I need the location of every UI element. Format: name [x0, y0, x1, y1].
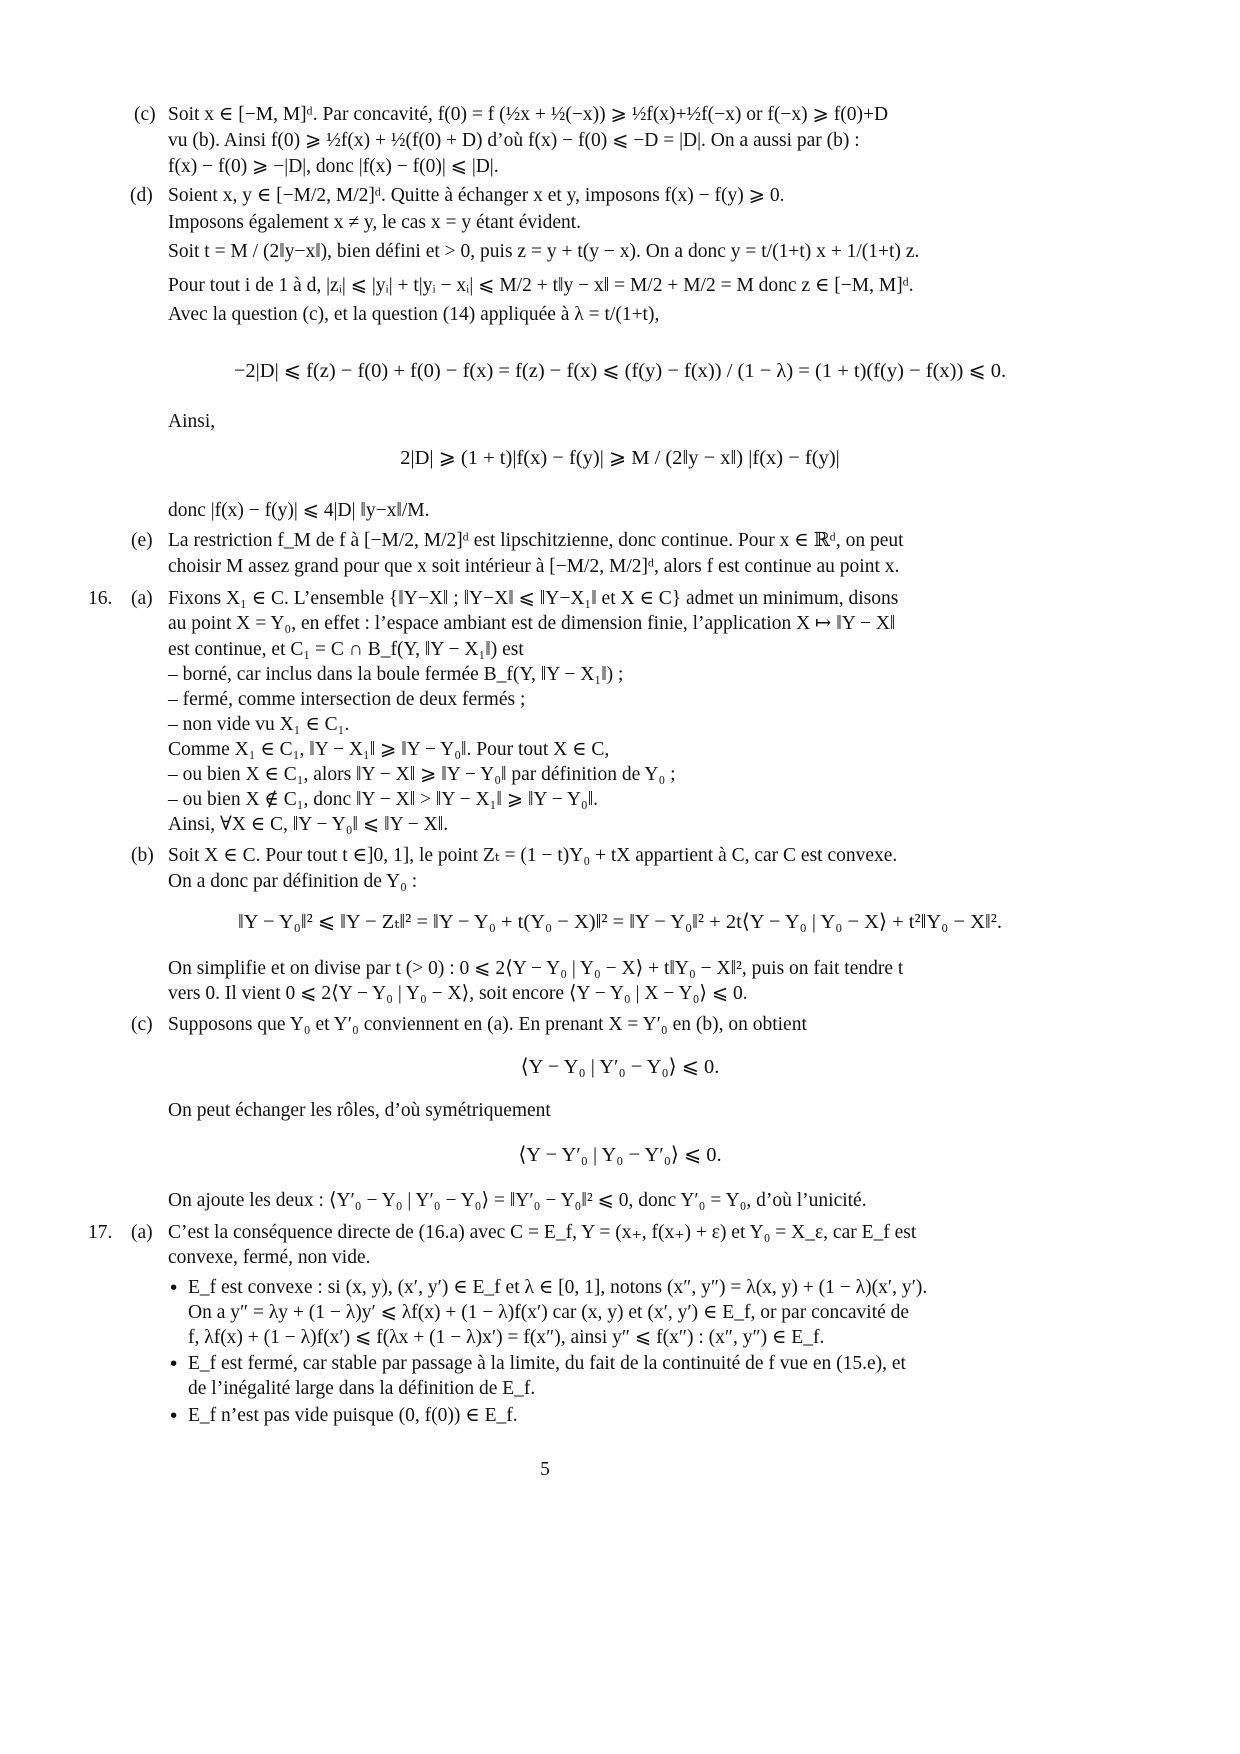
- text-line: au point X = Y₀, en effet : l’espace ambiant est de dimension finie, l’application X ↦ ‖Y − X‖: [168, 613, 896, 634]
- item-label-16c: (c): [131, 1014, 153, 1035]
- text-line: On simplifie et on divise par t (> 0) : 0 ⩽ 2⟨Y − Y₀ | Y₀ − X⟩ + t‖Y₀ − X‖², puis on fait tendre t: [168, 958, 904, 979]
- bullet: •: [168, 1277, 180, 1299]
- text-line: Comme X₁ ∈ C₁, ‖Y − X₁‖ ⩾ ‖Y − Y₀‖. Pour tout X ∈ C,: [168, 739, 610, 760]
- bullet: •: [168, 1353, 180, 1375]
- item-label-15e: (e): [131, 530, 153, 551]
- display-equation: ⟨Y − Y₀ | Y′₀ − Y₀⟩ ⩽ 0.: [520, 1056, 720, 1078]
- display-equation: ‖Y − Y₀‖² ⩽ ‖Y − Zₜ‖² = ‖Y − Y₀ + t(Y₀ − X)‖² = ‖Y − Y₀‖² + 2t⟨Y − Y₀ | Y₀ − X⟩ + t²‖Y₀ − X‖².: [238, 911, 1002, 933]
- question-number-17: 17.: [88, 1222, 113, 1243]
- text-line: donc |f(x) − f(y)| ⩽ 4|D| ‖y−x‖/M.: [168, 500, 430, 521]
- text-line: La restriction f_M de f à [−M/2, M/2]ᵈ est lipschitzienne, donc continue. Pour x ∈ ℝᵈ, on peut: [168, 530, 904, 551]
- text-line: On a donc par définition de Y₀ :: [168, 871, 418, 892]
- text-line: C’est la conséquence directe de (16.a) avec C = E_f, Y = (x₊, f(x₊) + ε) et Y₀ = X_ε, car E_f est: [168, 1222, 917, 1243]
- text-line: Ainsi, ∀X ∈ C, ‖Y − Y₀‖ ⩽ ‖Y − X‖.: [168, 814, 449, 835]
- text-line: choisir M assez grand pour que x soit intérieur à [−M/2, M/2]ᵈ, alors f est continue au point x.: [168, 556, 900, 577]
- page-number: 5: [540, 1459, 550, 1480]
- text-line: E_f est fermé, car stable par passage à la limite, du fait de la continuité de f vue en (15.e), et: [188, 1353, 906, 1374]
- text-line: On ajoute les deux : ⟨Y′₀ − Y₀ | Y′₀ − Y₀⟩ = ‖Y′₀ − Y₀‖² ⩽ 0, donc Y′₀ = Y₀, d’où l’unicité.: [168, 1190, 867, 1211]
- text-line: Imposons également x ≠ y, le cas x = y étant évident.: [168, 212, 582, 233]
- display-equation: ⟨Y − Y′₀ | Y₀ − Y′₀⟩ ⩽ 0.: [518, 1144, 722, 1166]
- display-equation: −2|D| ⩽ f(z) − f(0) + f(0) − f(x) = f(z) − f(x) ⩽ (f(y) − f(x)) / (1 − λ) = (1 + t)(f(y) − f(x)) ⩽ 0.: [233, 360, 1007, 382]
- text-line: E_f est convexe : si (x, y), (x′, y′) ∈ E_f et λ ∈ [0, 1], notons (x″, y″) = λ(x, y) + (1 − λ)(x′, y′).: [188, 1277, 928, 1298]
- text-line: – non vide vu X₁ ∈ C₁.: [168, 714, 350, 735]
- text-line: Soit t = M / (2‖y−x‖), bien défini et > 0, puis z = y + t(y − x). On a donc y = t/(1+t) x + 1/(1+t) z.: [168, 241, 920, 262]
- text-line: On peut échanger les rôles, d’où symétriquement: [168, 1100, 551, 1121]
- item-label-17a: (a): [131, 1222, 153, 1243]
- text-line: – borné, car inclus dans la boule fermée B_f(Y, ‖Y − X₁‖) ;: [168, 664, 624, 685]
- text-line: Ainsi,: [168, 411, 216, 432]
- item-label-15c: (c): [134, 104, 156, 125]
- text-line: Soit X ∈ C. Pour tout t ∈]0, 1], le point Zₜ = (1 − t)Y₀ + tX appartient à C, car C est convexe.: [168, 845, 898, 866]
- text-line: – ou bien X ∈ C₁, alors ‖Y − X‖ ⩾ ‖Y − Y₀‖ par définition de Y₀ ;: [168, 764, 676, 785]
- item-label-15d: (d): [130, 185, 153, 206]
- text-line: – ou bien X ∉ C₁, donc ‖Y − X‖ > ‖Y − X₁‖ ⩾ ‖Y − Y₀‖.: [168, 789, 599, 810]
- bullet: •: [168, 1405, 180, 1427]
- text-line: vu (b). Ainsi f(0) ⩾ ½f(x) + ½(f(0) + D) d’où f(x) − f(0) ⩽ −D = |D|. On a aussi par (b) :: [168, 130, 860, 151]
- text-line: Soit x ∈ [−M, M]ᵈ. Par concavité, f(0) = f (½x + ½(−x)) ⩾ ½f(x)+½f(−x) or f(−x) ⩾ f(0)+D: [168, 104, 889, 125]
- text-line: E_f n’est pas vide puisque (0, f(0)) ∈ E_f.: [188, 1405, 518, 1426]
- text-line: – fermé, comme intersection de deux fermés ;: [168, 689, 526, 710]
- text-line: vers 0. Il vient 0 ⩽ 2⟨Y − Y₀ | Y₀ − X⟩, soit encore ⟨Y − Y₀ | X − Y₀⟩ ⩽ 0.: [168, 983, 748, 1004]
- item-label-16a: (a): [131, 588, 153, 609]
- question-number-16: 16.: [88, 588, 113, 609]
- text-line: On a y″ = λy + (1 − λ)y′ ⩽ λf(x) + (1 − λ)f(x′) car (x, y) et (x′, y′) ∈ E_f, or par concavité de: [188, 1302, 910, 1323]
- text-line: Fixons X₁ ∈ C. L’ensemble {‖Y−X‖ ; ‖Y−X‖ ⩽ ‖Y−X₁‖ et X ∈ C} admet un minimum, disons: [168, 588, 899, 609]
- item-label-16b: (b): [131, 845, 154, 866]
- text-line: Pour tout i de 1 à d, |zᵢ| ⩽ |yᵢ| + t|yᵢ − xᵢ| ⩽ M/2 + t‖y − x‖ = M/2 + M/2 = M donc z ∈ [−M, M]ᵈ.: [168, 275, 914, 296]
- text-line: est continue, et C₁ = C ∩ B_f(Y, ‖Y − X₁‖) est: [168, 639, 524, 660]
- text-line: de l’inégalité large dans la définition de E_f.: [188, 1378, 536, 1399]
- text-line: f, λf(x) + (1 − λ)f(x′) ⩽ f(λx + (1 − λ)x′) = f(x″), ainsi y″ ⩽ f(x″) : (x″, y″) ∈ E_f.: [188, 1327, 825, 1348]
- text-line: Soient x, y ∈ [−M/2, M/2]ᵈ. Quitte à échanger x et y, imposons f(x) − f(y) ⩾ 0.: [168, 185, 785, 206]
- display-equation: 2|D| ⩾ (1 + t)|f(x) − f(y)| ⩾ M / (2‖y − x‖) |f(x) − f(y)|: [400, 447, 840, 469]
- text-line: Avec la question (c), et la question (14) appliquée à λ = t/(1+t),: [168, 304, 660, 325]
- text-line: Supposons que Y₀ et Y′₀ conviennent en (a). En prenant X = Y′₀ en (b), on obtient: [168, 1014, 807, 1035]
- text-line: convexe, fermé, non vide.: [168, 1247, 371, 1268]
- text-line: f(x) − f(0) ⩾ −|D|, donc |f(x) − f(0)| ⩽ |D|.: [168, 156, 499, 177]
